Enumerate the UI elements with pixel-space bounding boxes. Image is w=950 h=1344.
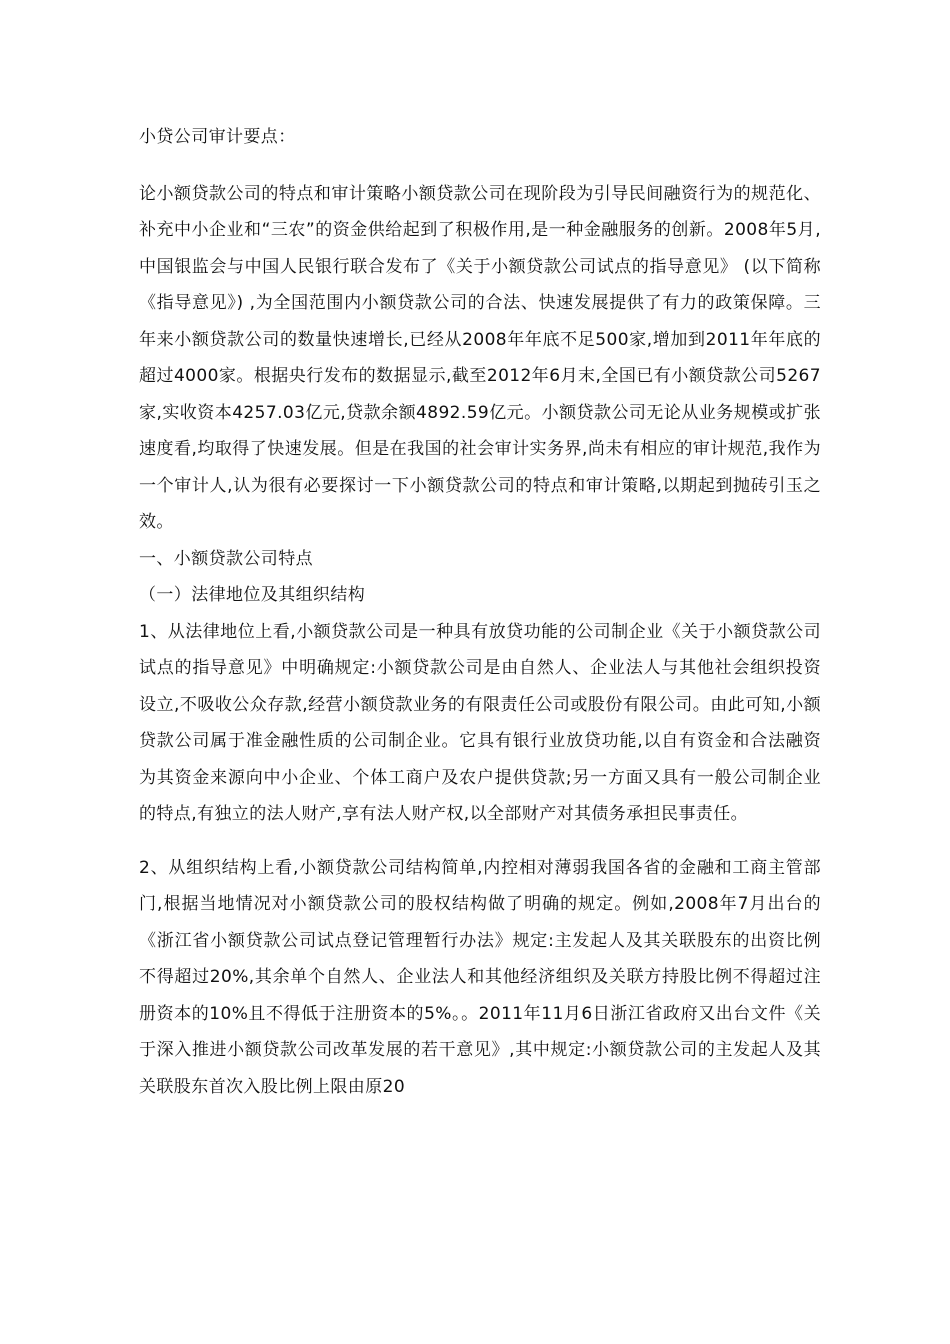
subsection-heading: （一）法律地位及其组织结构 [139,585,366,605]
document-body [139,119,821,1105]
body-paragraph: 2、从组织结构上看,小额贷款公司结构简单,内控相对薄弱我国各省的金融和工商主管部门,根据当地情况对小额贷款公司的股权结构做了明确的规定。例如,2008年7月出台的《浙江省小额贷款公司试点登记管理暂行办法》规定:主发起人及其关联股东的出资比例不得超过20%,其余单个自然人、企业法人和其他经济组织及关联方持股比例不得超过注册资本的10%且不得低于注册资本的5%。。2011年11月6日浙江省政府又出台文件《关于深入推进小额贷款公司改革发展的若干意见》,其中规定:小额贷款公司的主发起人及其关联股东首次入股比例上限由原20 [139,857,821,1097]
section-heading: 一、小额贷款公司特点 [139,548,313,569]
document-title: 小贷公司审计要点： [139,127,296,147]
body-paragraph: 1、从法律地位上看,小额贷款公司是一种具有放贷功能的公司制企业《关于小额贷款公司试点的指导意见》中明确规定:小额贷款公司是由自然人、企业法人与其他社会组织投资设立,不吸收公众存款,经营小额贷款业务的有限责任公司或股份有限公司。由此可知,小额贷款公司属于准金融性质的公司制企业。它具有银行业放贷功能,以自有资金和合法融资为其资金来源向中小企业、个体工商户及农户提供贷款;另一方面又具有一般公司制企业的特点,有独立的法人财产,享有法人财产权,以全部财产对其债务承担民事责任。 [139,621,821,824]
intro-paragraph: 论小额贷款公司的特点和审计策略小额贷款公司在现阶段为引导民间融资行为的规范化、补充中小企业和“三农”的资金供给起到了积极作用,是一种金融服务的创新。2008年5月,中国银监会与中国人民银行联合发布了《关于小额贷款公司试点的指导意见》 (以下简称《指导意见》) ,为全国范围内小额贷款公司的合法、快速发展提供了有力的政策保障。三年来小额贷款公司的数量快速增长,已经从2008年年底不足500家,增加到2011年年底的超过4000家。根据央行发布的数据显示,截至2012年6月末,全国已有小额贷款公司5267家,实收资本4257.03亿元,贷款余额4892.59亿元。小额贷款公司无论从业务规模或扩张速度看,均取得了快速发展。但是在我国的社会审计实务界,尚未有相应的审计规范,我作为一个审计人,认为很有必要探讨一下小额贷款公司的特点和审计策略,以期起到抛砖引玉之效。 [139,183,821,532]
